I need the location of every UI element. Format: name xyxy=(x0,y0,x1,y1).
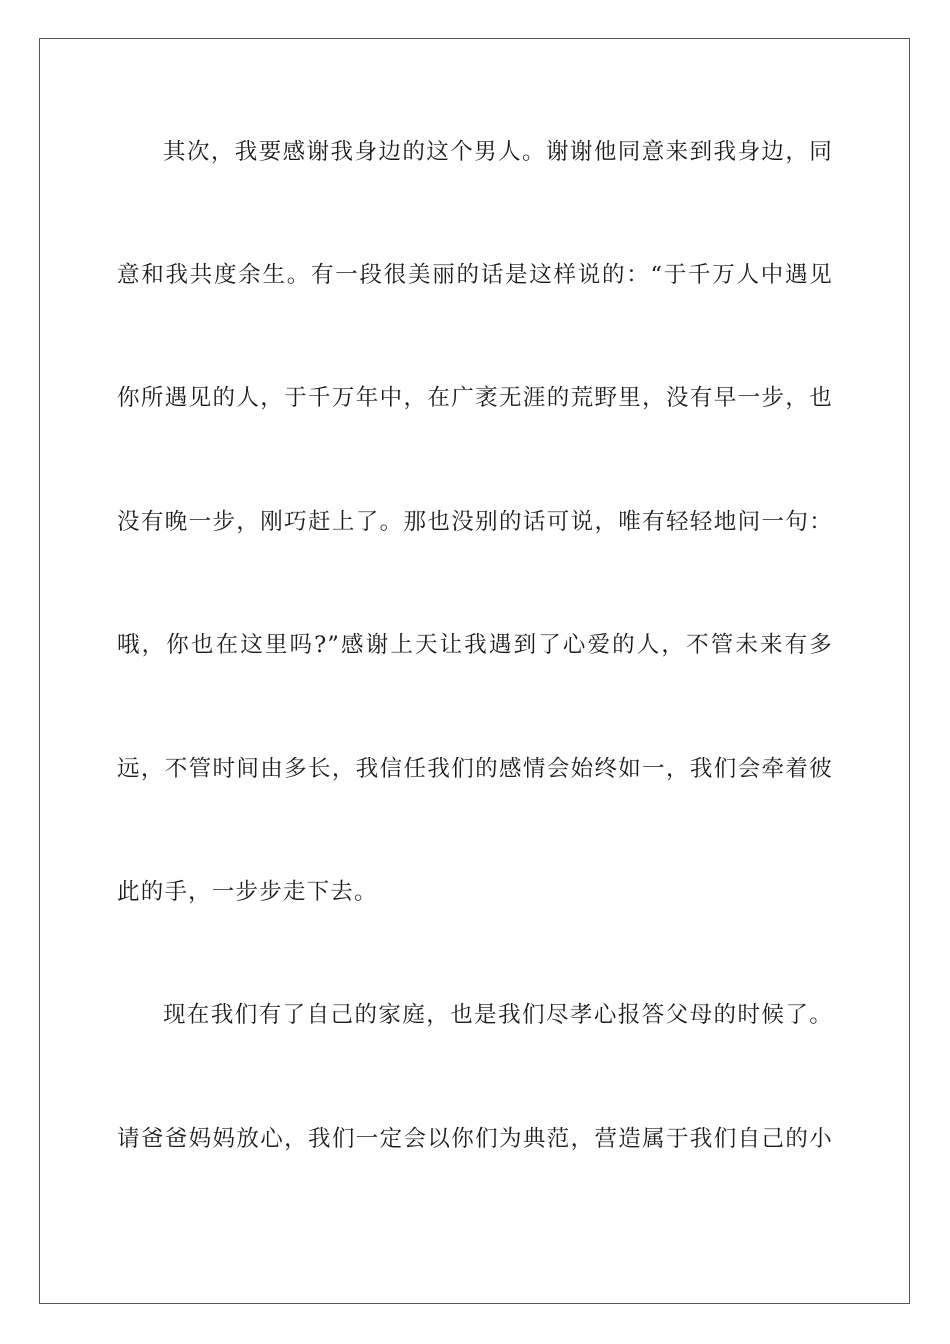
paragraph-1-line-2: 意和我共度余生。有一段很美丽的话是这样说的：“于千万人中遇见 xyxy=(117,262,833,288)
paragraph-1-line-1: 其次，我要感谢我身边的这个男人。谢谢他同意来到我身边，同 xyxy=(163,139,833,165)
page-border xyxy=(39,38,910,1304)
paragraph-2-line-2: 请爸爸妈妈放心，我们一定会以你们为典范，营造属于我们自己的小 xyxy=(117,1126,833,1152)
paragraph-1-line-4: 没有晚一步，刚巧赶上了。那也没别的话可说，唯有轻轻地问一句： xyxy=(117,509,833,535)
paragraph-2-line-1: 现在我们有了自己的家庭，也是我们尽孝心报答父母的时候了。 xyxy=(163,1002,833,1028)
paragraph-1-line-7: 此的手，一步步走下去。 xyxy=(117,879,378,905)
paragraph-1-line-5: 哦，你也在这里吗?”感谢上天让我遇到了心爱的人，不管未来有多 xyxy=(117,632,833,658)
paragraph-1-line-6: 远，不管时间由多长，我信任我们的感情会始终如一，我们会牵着彼 xyxy=(117,756,833,782)
paragraph-1-line-3: 你所遇见的人，于千万年中，在广袤无涯的荒野里，没有早一步，也 xyxy=(117,385,833,411)
